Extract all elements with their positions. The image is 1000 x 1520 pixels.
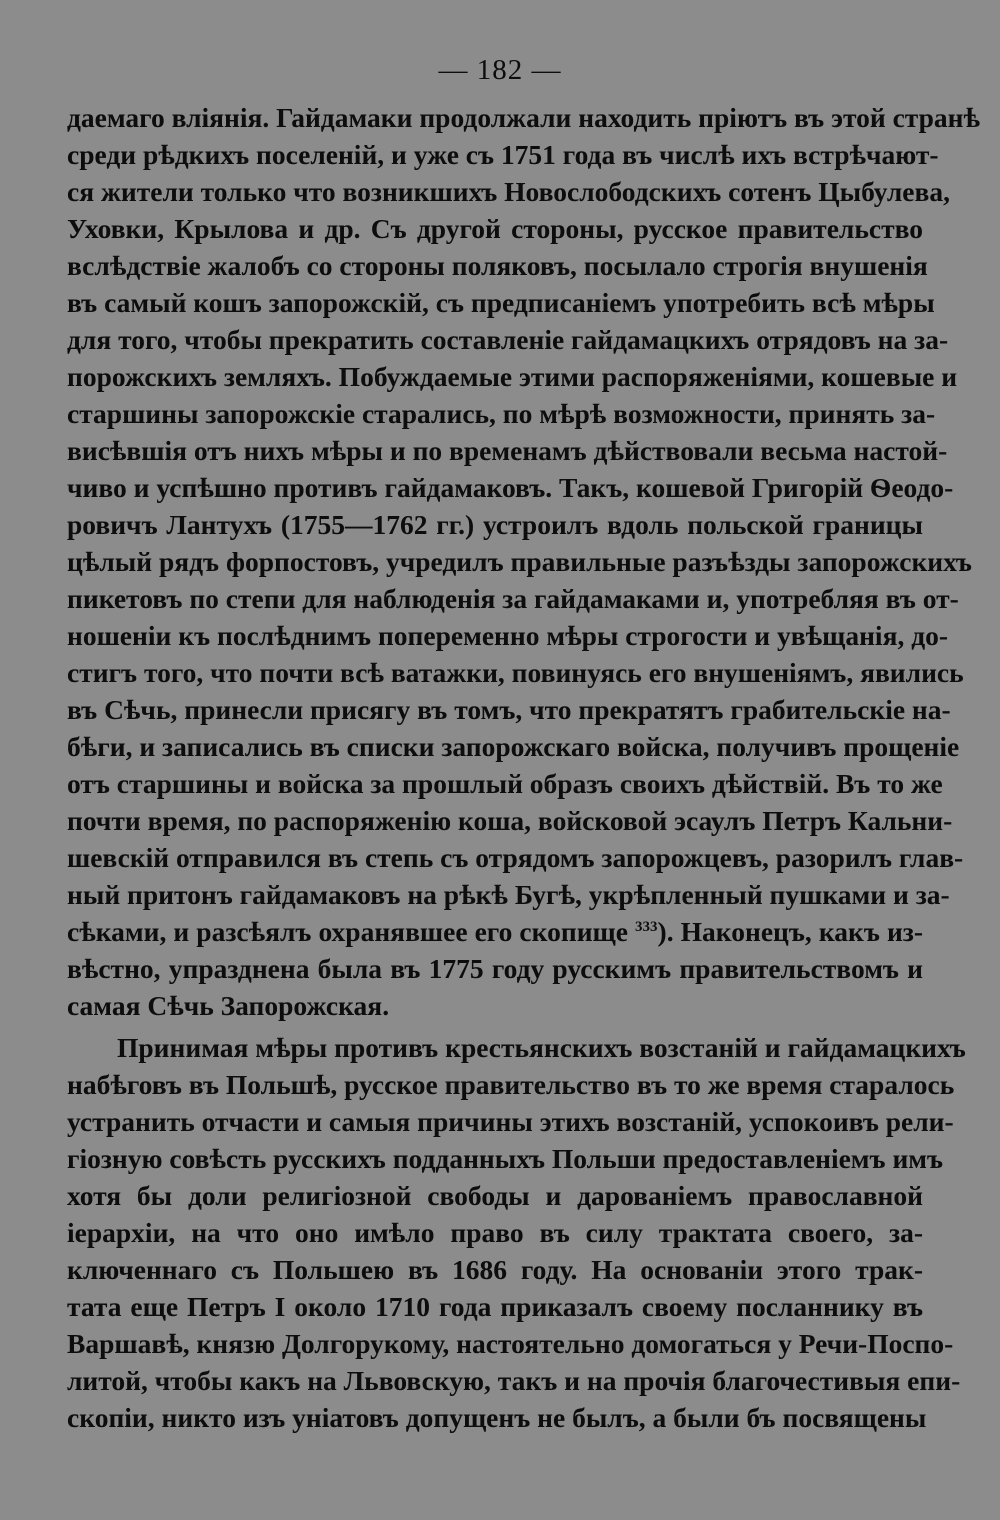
text-line: ровичъ Лантухъ (1755—1762 гг.) устроилъ вдоль польской границы bbox=[67, 509, 923, 540]
text-line: почти время, по распоряженію коша, войсковой эсаулъ Петръ Кальни- bbox=[67, 805, 953, 836]
text-line: даемаго вліянія. Гайдамаки продолжали находить пріютъ въ этой странѣ bbox=[67, 102, 981, 133]
text-line: ключеннаго съ Польшею въ 1686 году. На основаніи этого трак- bbox=[67, 1254, 923, 1285]
text-line-with-footnote bbox=[67, 914, 923, 950]
page-number: — 182 — bbox=[438, 54, 562, 86]
text-line: старшины запорожскіе старались, по мѣрѣ возможности, принять за- bbox=[67, 398, 936, 429]
text-line: Варшавѣ, князю Долгорукому, настоятельно домогаться у Речи-Поспо- bbox=[67, 1328, 954, 1359]
text-line: ный притонъ гайдамаковъ на рѣкѣ Бугѣ, укрѣпленный пушками и за- bbox=[67, 879, 950, 910]
text-line: въ Сѣчь, принесли присягу въ томъ, что прекратятъ грабительскіе на- bbox=[67, 694, 951, 725]
paragraph-end-line: самая Сѣчь Запорожская. bbox=[67, 990, 390, 1021]
text-line: вслѣдствіе жалобъ со стороны поляковъ, посылало строгія внушенія bbox=[67, 250, 928, 281]
text-line: въ самый кошъ запорожскій, съ предписаніемъ употребить всѣ мѣры bbox=[67, 287, 935, 318]
text-line: скопіи, никто изъ уніатовъ допущенъ не былъ, а были бъ посвящены bbox=[67, 1402, 927, 1433]
text-line: устранить отчасти и самыя причины этихъ возстаній, успокоивъ рели- bbox=[67, 1106, 954, 1137]
text-line: іерархіи, на что оно имѣло право въ силу трактата своего, за- bbox=[67, 1217, 923, 1248]
text-line: ся жители только что возникшихъ Новослободскихъ сотенъ Цыбулева, bbox=[67, 176, 950, 207]
text-line: цѣлый рядъ форпостовъ, учредилъ правильные разъѣзды запорожскихъ bbox=[67, 546, 972, 577]
text-line: висѣвшія отъ нихъ мѣры и по временамъ дѣйствовали весьма настой- bbox=[67, 435, 948, 466]
text-line: ношеніи къ послѣднимъ попеременно мѣры строгости и увѣщанія, до- bbox=[67, 620, 949, 651]
text-line: Уховки, Крылова и др. Съ другой стороны, русское правительство bbox=[67, 213, 923, 244]
text-line: стигъ того, что почти всѣ ватажки, повинуясь его внушеніямъ, явились bbox=[67, 657, 964, 688]
text-line: хотя бы доли религіозной свободы и дарованіемъ православной bbox=[67, 1180, 923, 1211]
text-line: чиво и успѣшно противъ гайдамаковъ. Такъ, кошевой Григорій Ѳеодо- bbox=[67, 472, 954, 503]
text-line: тата еще Петръ I около 1710 года приказалъ своему посланнику въ bbox=[67, 1291, 923, 1322]
text-line: набѣговъ въ Польшѣ, русское правительство въ то же время старалось bbox=[67, 1069, 955, 1100]
text-line: для того, чтобы прекратить составленіе гайдамацкихъ отрядовъ на за- bbox=[67, 324, 949, 355]
text-line: порожскихъ земляхъ. Побуждаемые этими распоряженіями, кошевые и bbox=[67, 361, 958, 392]
text-line: вѣстно, упразднена была въ 1775 году русскимъ правительствомъ и bbox=[67, 953, 923, 984]
text-segment: сѣками, и разсѣялъ охранявшее его скопище bbox=[67, 916, 628, 947]
text-line: среди рѣдкихъ поселеній, и уже съ 1751 года въ числѣ ихъ встрѣчают- bbox=[67, 139, 939, 170]
text-line: отъ старшины и войска за прошлый образъ своихъ дѣйствій. Въ то же bbox=[67, 768, 943, 799]
footnote-ref: 333 bbox=[635, 918, 658, 935]
text-line: бѣги, и записались въ списки запорожскаго войска, получивъ прощеніе bbox=[67, 731, 960, 762]
paragraph-start-line: Принимая мѣры противъ крестьянскихъ возстаній и гайдамацкихъ bbox=[117, 1032, 966, 1063]
text-segment: ). Наконецъ, какъ из- bbox=[657, 916, 924, 947]
text-line: гіозную совѣсть русскихъ подданныхъ Польши предоставленіемъ имъ bbox=[67, 1143, 944, 1174]
text-line: пикетовъ по степи для наблюденія за гайдамаками и, употребляя въ от- bbox=[67, 583, 959, 614]
text-line: литой, чтобы какъ на Львовскую, такъ и на прочія благочестивыя епи- bbox=[67, 1365, 961, 1396]
text-line: шевскій отправился въ степь съ отрядомъ запорожцевъ, разорилъ глав- bbox=[67, 842, 964, 873]
